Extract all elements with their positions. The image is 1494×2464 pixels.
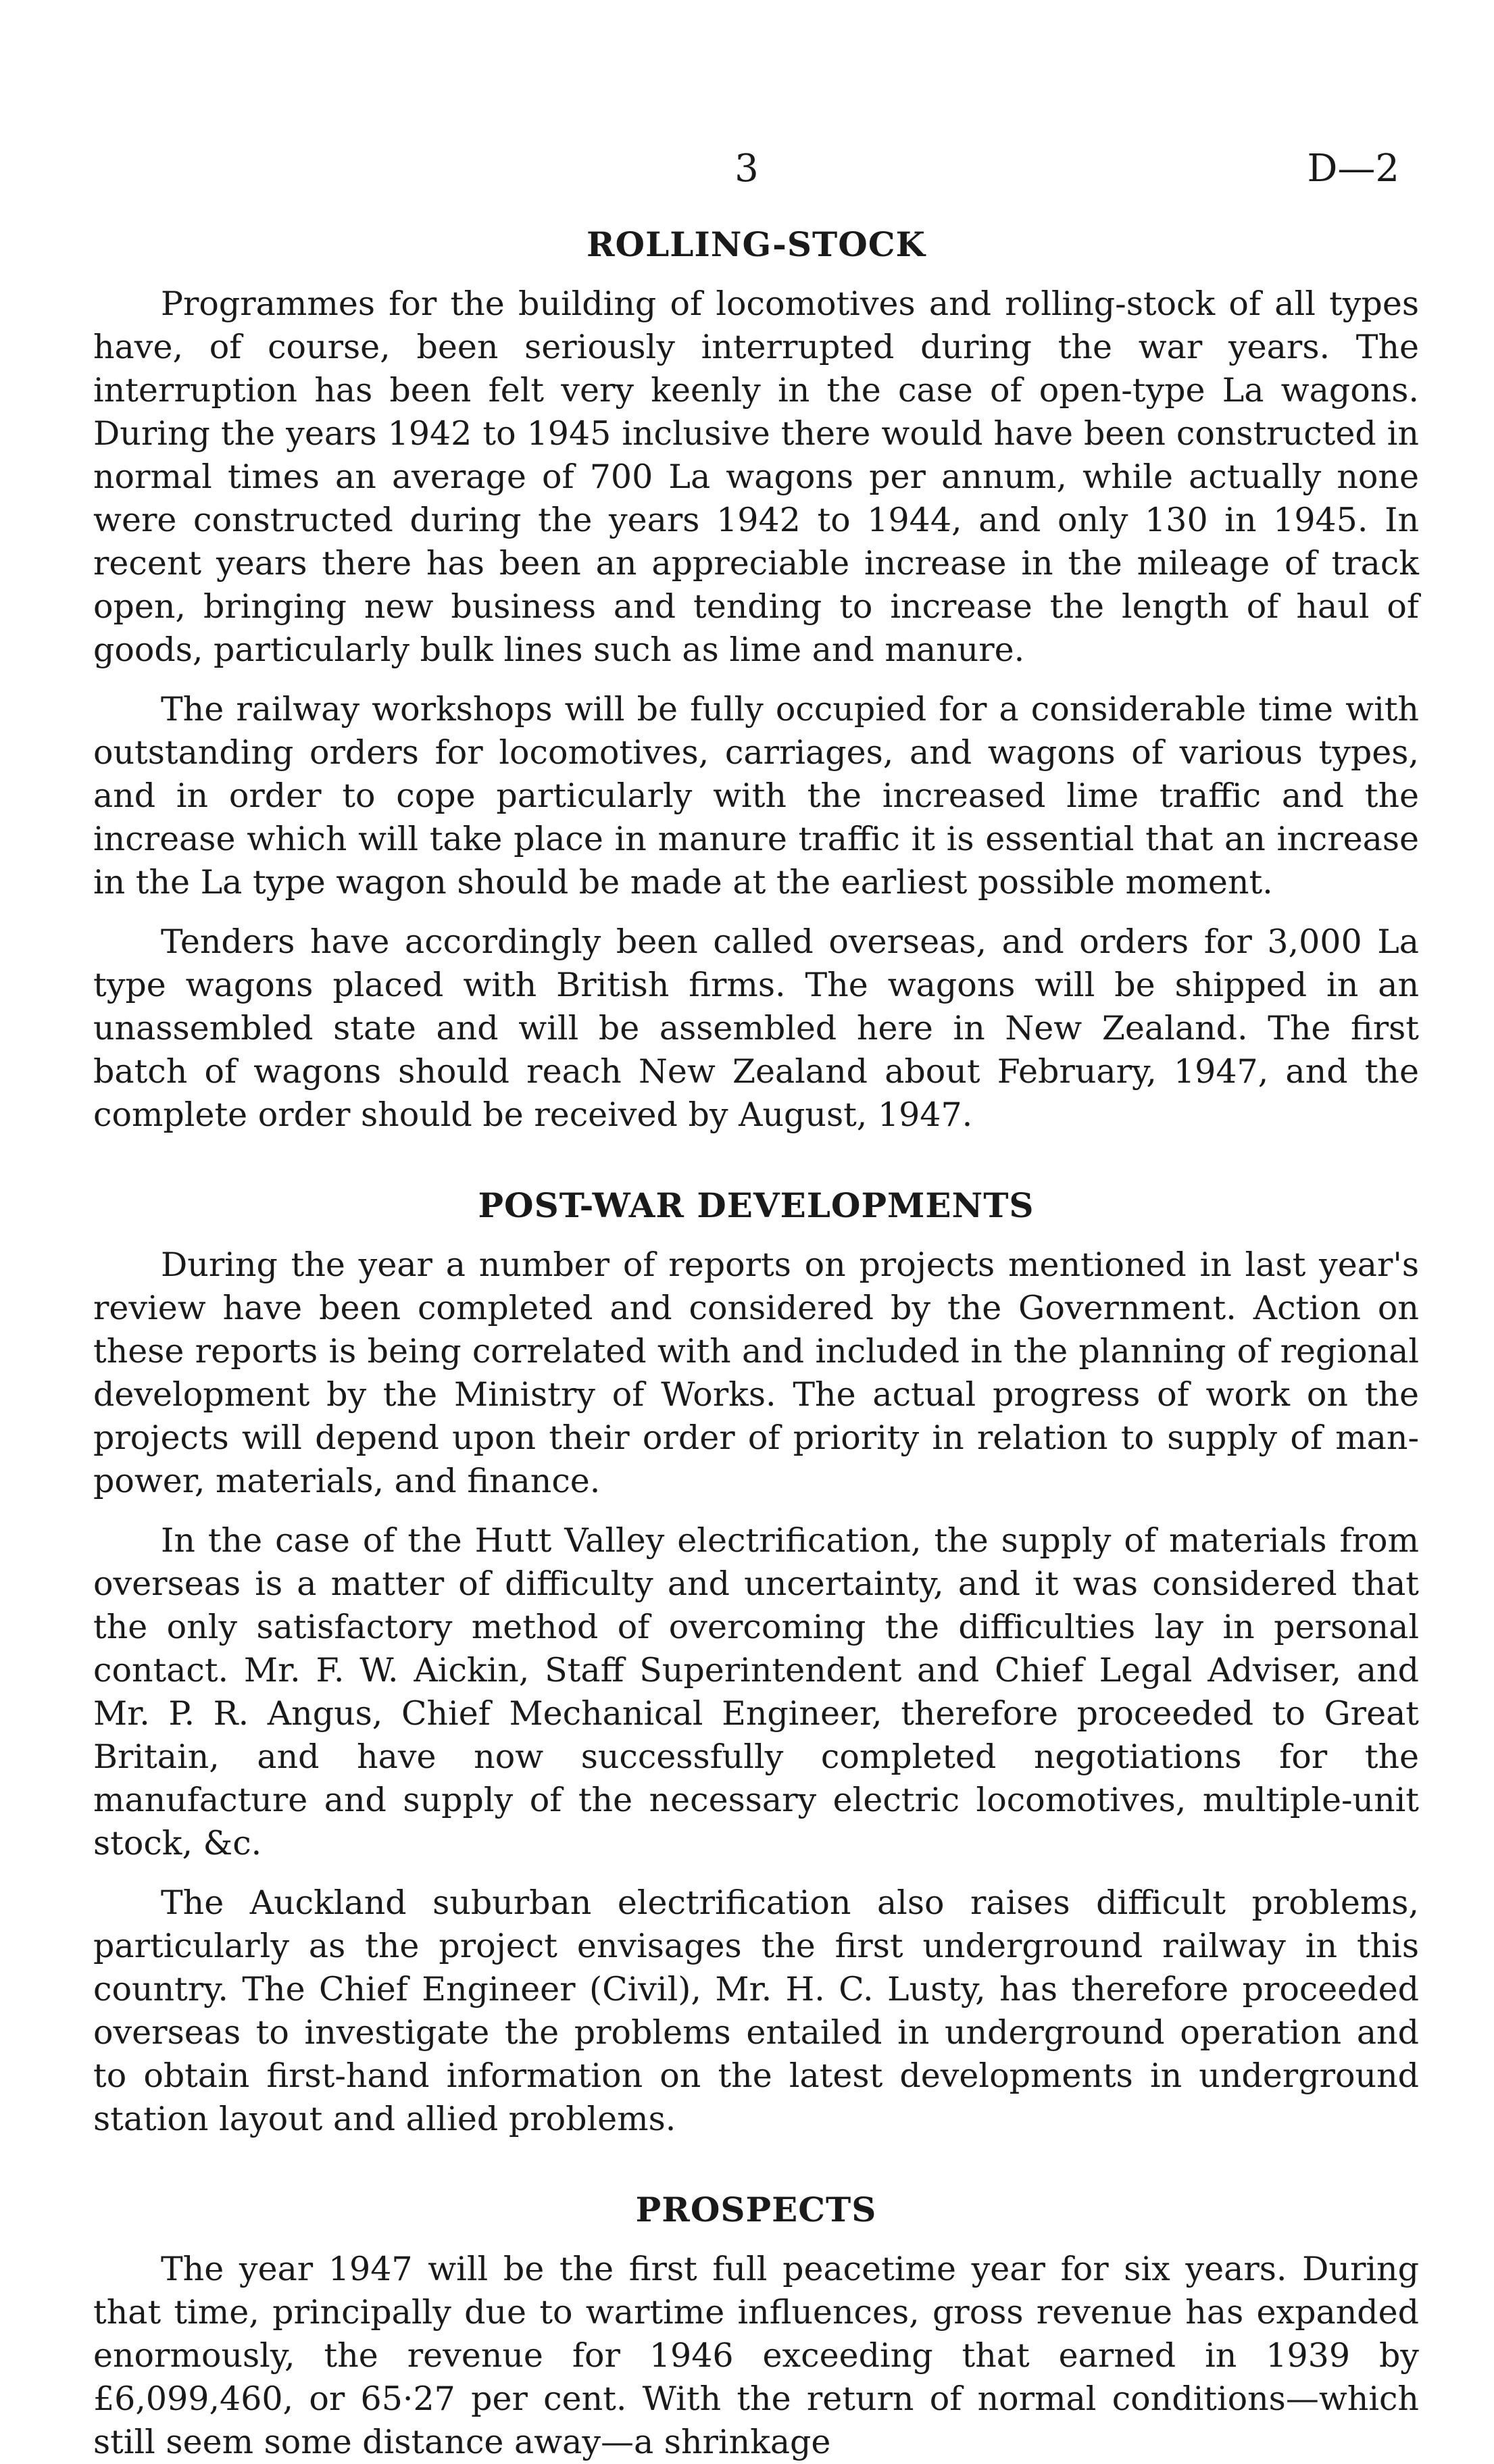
- document-reference: D—2: [1307, 147, 1399, 191]
- section-heading-rolling-stock: ROLLING-STOCK: [586, 224, 926, 264]
- section-heading-post-war-developments: POST-WAR DEVELOPMENTS: [478, 1185, 1035, 1225]
- section-heading-prospects: PROSPECTS: [635, 2190, 877, 2229]
- paragraph: The railway workshops will be fully occupied for a considerable time with outstanding orders for locomotives, carriages, and wagons of various types, and in order to cope particularly with the increased lime traffic and the increase which will take place in manure traffic it is essential that an increase in the La type wagon should be made at the earliest possible moment.: [93, 690, 1419, 902]
- paragraph: During the year a number of reports on projects mentioned in last year's review have been completed and considered by the Government. Action on these reports is being correlated with and included in the planning of regional development by the Ministry of Works. The actual progress of work on the projects will depend upon their order of priority in relation to supply of man-power, materials, and finance.: [93, 1246, 1419, 1500]
- page-number: 3: [734, 147, 759, 191]
- paragraph: Tenders have accordingly been called overseas, and orders for 3,000 La type wagons placed with British firms. The wagons will be shipped in an unassembled state and will be assembled here in New Zealand. The first batch of wagons should reach New Zealand about February, 1947, and the complete order should be received by August, 1947.: [93, 922, 1419, 1134]
- paragraph: The year 1947 will be the first full peacetime year for six years. During that time, principally due to wartime influences, gross revenue has expanded enormously, the revenue for 1946 exceeding that earned in 1939 by £6,099,460, or 65·27 per cent. With the return of normal conditions—which still seem some distance away—a shrinkage: [93, 2250, 1419, 2461]
- page-header: [0, 145, 1494, 193]
- paragraph: In the case of the Hutt Valley electrification, the supply of materials from overseas is a matter of difficulty and uncertainty, and it was considered that the only satisfactory method of overcoming the difficulties lay in personal contact. Mr. F. W. Aickin, Staff Superintendent and Chief Legal Adviser, and Mr. P. R. Angus, Chief Mechanical Engineer, therefore proceeded to Great Britain, and have now successfully completed negotiations for the manufacture and supply of the necessary electric locomotives, multiple-unit stock, &c.: [93, 1521, 1419, 1863]
- paragraph: The Auckland suburban electrification also raises difficult problems, particularly as the project envisages the first underground railway in this country. The Chief Engineer (Civil), Mr. H. C. Lusty, has therefore proceeded overseas to investigate the problems entailed in underground operation and to obtain first-hand information on the latest developments in underground station layout and allied problems.: [93, 1883, 1419, 2138]
- page-content: [93, 223, 1419, 2464]
- paragraph: Programmes for the building of locomotives and rolling-stock of all types have, of course, been seriously interrupted during the war years. The interruption has been felt very keenly in the case of open-type La wagons. During the years 1942 to 1945 inclusive there would have been constructed in normal times an average of 700 La wagons per annum, while actually none were constructed during the years 1942 to 1944, and only 130 in 1945. In recent years there has been an appreciable increase in the mileage of track open, bringing new business and tending to increase the length of haul of goods, particularly bulk lines such as lime and manure.: [93, 285, 1419, 669]
